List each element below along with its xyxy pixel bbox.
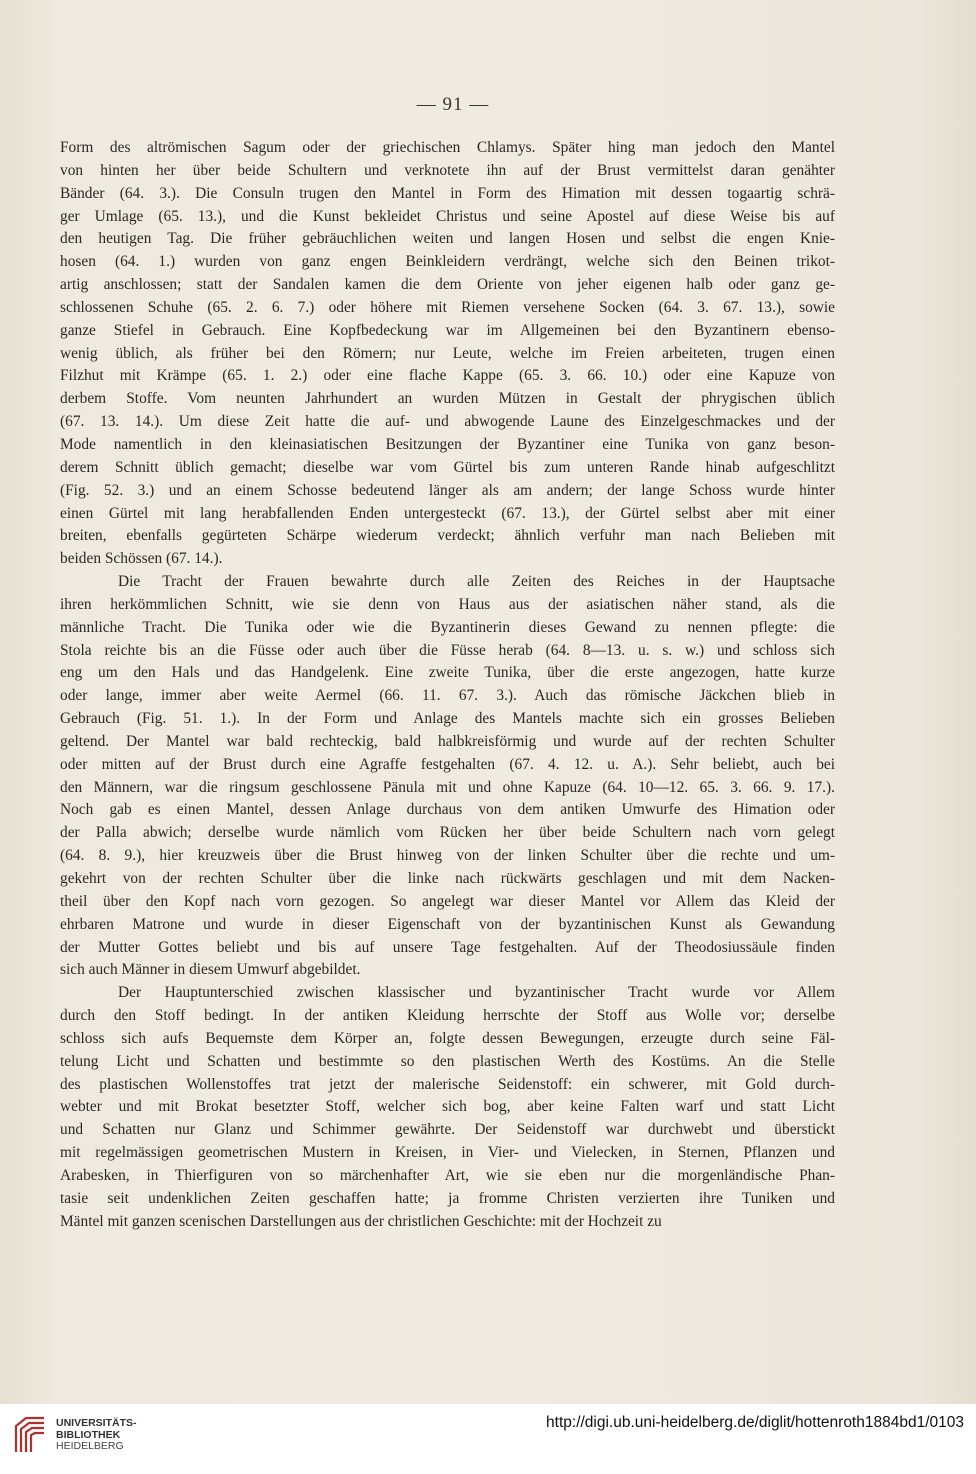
text-line: Stola reichte bis an die Füsse oder auch über die Füsse herab (64. 8—13. u. s. w.) und schloss sich — [60, 641, 835, 659]
text-line: (Fig. 52. 3.) und an einem Schosse bedeutend länger als am andern; der lange Schoss wurde hinter — [60, 481, 835, 499]
text-line: eng um den Hals und das Handgelenk. Eine zweite Tunika, über die erste angezogen, hatte kurze — [60, 664, 835, 682]
text-line: derbem Stoffe. Vom neunten Jahrhundert an wurden Mützen in Gestalt der phrygischen üblich — [60, 390, 835, 408]
text-line: artig anschlossen; statt der Sandalen kamen die dem Oriente von jeher eigenen halb oder ganz ge- — [60, 276, 835, 294]
text-line: wenig üblich, als früher bei den Römern; nur Leute, welche im Freien arbeiteten, trugen einen — [60, 344, 835, 362]
text-line: den heutigen Tag. Die früher gebräuchlichen weiten und langen Hosen und selbst die engen Knie- — [60, 230, 835, 248]
text-line: oder mitten auf der Brust durch eine Agraffe festgehalten (67. 4. 12. u. A.). Sehr beliebt, auch bei — [60, 755, 835, 773]
text-line: Die Tracht der Frauen bewahrte durch alle Zeiten des Reiches in der Hauptsache — [118, 573, 835, 591]
page-number: — 91 — — [416, 94, 490, 115]
text-line: schloss sich aufs Bequemste dem Körper an, folgte dessen Bewegungen, erzeugte durch seine Fäl- — [60, 1029, 835, 1047]
text-line: Mode namentlich in den kleinasiatischen Besitzungen der Byzantiner eine Tunika von ganz beson- — [60, 435, 835, 453]
text-line: Form des altrömischen Sagum oder der griechischen Chlamys. Später hing man jedoch den Mantel — [60, 139, 835, 156]
body-text — [60, 137, 835, 1234]
text-line: Mäntel mit ganzen scenischen Darstellungen aus der christlichen Geschichte: mit der Hochzeit zu — [60, 1212, 662, 1230]
text-line: Bänder (64. 3.). Die Consuln trugen den Mantel in Form des Himation mit dessen togaartig schrä- — [60, 184, 835, 202]
text-line: Der Hauptunterschied zwischen klassischer und byzantinischer Tracht wurde vor Allem — [118, 984, 835, 1002]
text-line: hosen (64. 1.) wurden von ganz engen Beinkleidern verdrängt, welche sich den Beinen trikot- — [60, 253, 835, 271]
text-line: Filzhut mit Krämpe (65. 1. 2.) oder eine flache Kappe (65. 3. 66. 10.) oder eine Kapuze von — [60, 367, 835, 385]
library-name-line: BIBLIOTHEK — [56, 1428, 121, 1441]
text-line: telung Licht und Schatten und bestimmte so den plastischen Werth des Kostüms. An die Stelle — [60, 1052, 835, 1070]
text-line: durch den Stoff bedingt. In der antiken Kleidung herrschte der Stoff aus Wolle vor; derselbe — [60, 1007, 835, 1025]
text-line: geltend. Der Mantel war bald rechteckig, bald halbkreisförmig und wurde auf der rechten Schulter — [60, 732, 835, 750]
text-line: beiden Schössen (67. 14.). — [60, 550, 223, 568]
text-line: ger Umlage (65. 13.), und die Kunst bekleidet Christus und seine Apostel auf diese Weise bis auf — [60, 207, 835, 225]
text-line: ihren herkömmlichen Schnitt, wie sie denn von Haus aus der asiatischen näher stand, als die — [60, 595, 835, 613]
source-url-link[interactable]: http://digi.ub.uni-heidelberg.de/diglit/hottenroth1884bd1/0103 — [546, 1414, 964, 1431]
text-line: den Männern, war die ringsum geschlossene Pänula mit und ohne Kapuze (64. 10—12. 65. 3. 66. 9. 17.). — [60, 778, 835, 796]
text-line: oder lange, immer aber weite Aermel (66. 11. 67. 3.). Auch das römische Jäckchen blieb in — [60, 687, 835, 705]
text-line: des plastischen Wollenstoffes trat jetzt der malerische Seidenstoff: ein schwerer, mit Gold durch- — [60, 1075, 835, 1093]
text-line: schlossenen Schuhe (65. 2. 6. 7.) oder höhere mit Riemen versehene Socken (64. 3. 67. 13.), sowie — [60, 298, 835, 316]
text-line: breiten, ebenfalls gegürteten Schärpe wiederum verdeckt; ähnlich verfuhr man nach Belieben mit — [60, 527, 835, 545]
text-line: einen Gürtel mit lang herabfallenden Enden untergesteckt (67. 13.), der Gürtel selbst aber mit einer — [60, 504, 835, 522]
text-line: Gebrauch (Fig. 51. 1.). In der Form und Anlage des Mantels machte sich ein grosses Belieben — [60, 710, 835, 728]
library-logo-icon[interactable] — [12, 1416, 48, 1456]
text-line: der Palla abwich; derselbe wurde nämlich vom Rücken her über beide Schultern nach vorn gelegt — [60, 824, 835, 842]
text-line: von hinten her über beide Schultern und verknotete ihn auf der Brust vermittelst daran genähter — [60, 161, 835, 179]
library-name-line: UNIVERSITÄTS- — [56, 1417, 137, 1429]
text-line: (67. 13. 14.). Um diese Zeit hatte die auf- und abwogende Laune des Einzelgeschmackes und der — [60, 413, 835, 431]
text-line: webter und mit Brokat besetzter Stoff, welcher sich bog, aber keine Falten warf und statt Licht — [60, 1098, 835, 1116]
text-line: und Schatten nur Glanz und Schimmer gewährte. Der Seidenstoff war durchwebt und überstickt — [60, 1121, 835, 1139]
library-name — [56, 1418, 137, 1453]
text-line: tasie seit undenklichen Zeiten geschaffen hatte; ja fromme Christen verzierten ihre Tuniken und — [60, 1189, 835, 1207]
library-name-line: HEIDELBERG — [56, 1440, 124, 1452]
text-line: der Mutter Gottes beliebt und bis auf unsere Tage festgehalten. Auf der Theodosiussäule finden — [60, 938, 835, 956]
text-line: gekehrt von der rechten Schulter über die linke nach rückwärts geschlagen und mit dem Nacken- — [60, 870, 835, 887]
text-line: ehrbaren Matrone und wurde in dieser Eigenschaft von der byzantinischen Kunst als Gewandung — [60, 915, 835, 933]
text-line: Noch gab es einen Mantel, dessen Anlage durchaus von dem antiken Umwurfe des Himation oder — [60, 801, 835, 819]
text-line: mit regelmässigen geometrischen Mustern in Kreisen, in Vier- und Vielecken, in Sternen, Pflanzen und — [60, 1144, 835, 1162]
footer-bar — [0, 1404, 976, 1474]
text-line: sich auch Männer in diesem Umwurf abgebildet. — [60, 961, 361, 979]
text-line: Arabesken, in Thierfiguren von so märchenhafter Art, wie sie eben nur die morgenländische Phan- — [60, 1166, 835, 1184]
text-line: männliche Tracht. Die Tunika oder wie die Byzantinerin dieses Gewand zu nennen pflegte: die — [60, 618, 835, 636]
text-line: derem Schnitt üblich gemacht; dieselbe war vom Gürtel bis zum unteren Rande hinab aufgeschlitzt — [60, 458, 835, 476]
text-line: ganze Stiefel in Gebrauch. Eine Kopfbedeckung war im Allgemeinen bei den Byzantinern ebenso- — [60, 321, 835, 339]
text-line: theil über den Kopf nach vorn gezogen. So angelegt war dieser Mantel vor Allem das Kleid der — [60, 892, 835, 910]
text-line: (64. 8. 9.), hier kreuzweis über die Brust hinweg von der linken Schulter über die rechte und um- — [60, 847, 835, 865]
